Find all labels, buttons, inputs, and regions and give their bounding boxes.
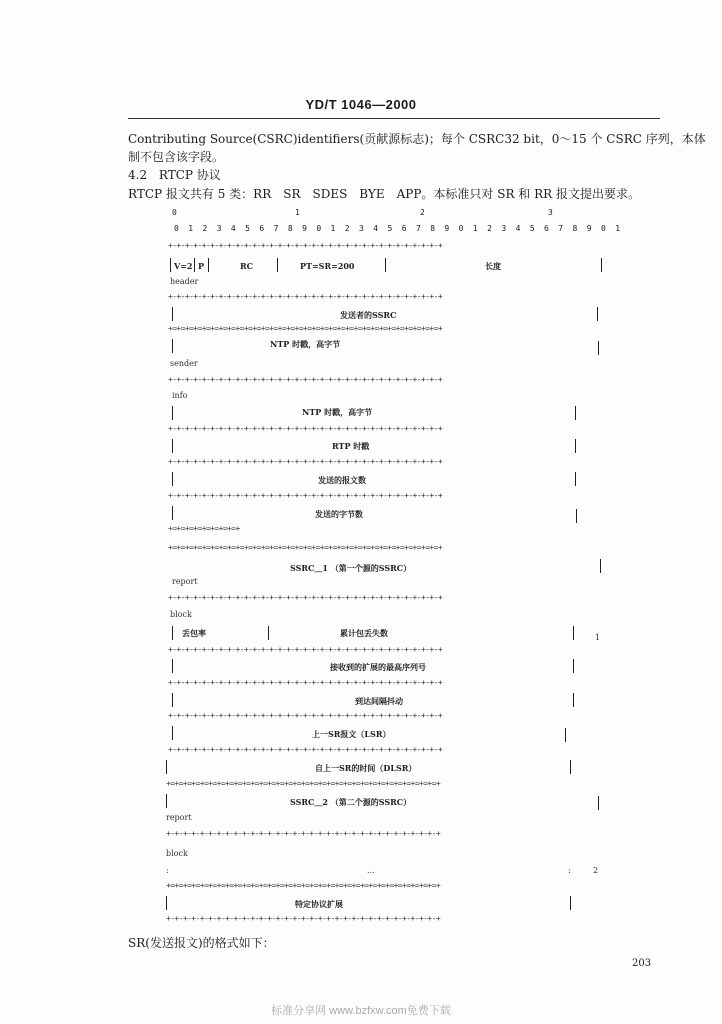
bit-ruler-tens-2: 2 [420,208,426,217]
field-rc: RC [240,261,254,271]
label-report: report [172,577,198,586]
intro-line-2: 制不包含该字段。 [128,150,225,164]
field-border [172,439,173,453]
footer-watermark: 标准分享网 www.bzfxw.com免费下载 [271,1005,451,1017]
separator-row: +-+-+-+-+-+-+-+-+-+-+-+-+-+-+-+-+-+-+-+-+-+-+-+-+-+-+-+-+-+-+-+-+ [168,593,443,602]
intro-line-1: Contributing Source(CSRC)identifiers(贡献源标志)；每个 CSRC32 bit，0～15 个 CSRC 序列，本体 [128,132,706,146]
separator-row: +=+=+=+=+=+=+=+=+=+=+=+=+=+=+=+=+=+=+=+=+=+=+=+=+=+=+=+=+=+=+=+=+ [168,543,443,552]
separator-row: +=+=+=+=+=+=+=+=+=+=+=+=+=+=+=+=+=+=+=+=+=+=+=+=+=+=+=+=+=+=+=+=+ [166,881,441,890]
field-border [208,258,209,272]
page-number: 203 [632,958,652,969]
field-border [573,659,574,673]
field-border [172,726,173,740]
bit-ruler-tens-0: 0 [172,208,178,217]
field-dlsr: 自上一SR的时间（DLSR） [315,763,417,773]
field-lsr: 上一SR报文（LSR） [312,729,391,739]
field-border [172,406,173,420]
field-sender-ssrc: 发送者的SSRC [340,310,397,320]
field-border [277,258,278,272]
field-padding: P [198,261,205,271]
field-cumulative-lost: 累计包丢失数 [340,628,388,638]
bit-ruler-tens-3: 3 [548,208,554,217]
field-border [172,506,173,520]
separator-row: +=+=+=+=+=+=+=+=+=+=+=+=+=+=+=+=+=+=+=+=+=+=+=+=+=+=+=+=+=+=+=+=+ [166,779,441,788]
block-number-1: 1 [595,633,601,642]
field-border [573,626,574,640]
field-border [172,339,173,353]
field-highest-seq: 接收到的扩展的最高序列号 [330,662,426,672]
label-report-2: report [166,813,192,822]
header-rule [128,118,660,119]
bit-ruler-tens-1: 1 [295,208,301,217]
field-border [575,472,576,486]
label-block: block [170,610,192,619]
field-border [575,439,576,453]
separator-row: +-+-+-+-+-+-+-+-+-+-+-+-+-+-+-+-+-+-+-+-+-+-+-+-+-+-+-+-+-+-+-+-+ [168,424,443,433]
field-border [172,472,173,486]
field-profile-ext: 特定协议扩展 [295,899,343,909]
field-ssrc-2: SSRC＿2 （第二个源的SSRC） [290,797,412,807]
field-border [573,693,574,707]
field-border [575,406,576,420]
field-border [601,258,602,272]
separator-row: +-+-+-+-+-+-+-+-+-+-+-+-+-+-+-+-+-+-+-+-+-+-+-+-+-+-+-+-+-+-+-+-+ [168,711,443,720]
separator-row: +-+-+-+-+-+-+-+-+-+-+-+-+-+-+-+-+-+-+-+-+-+-+-+-+-+-+-+-+-+-+-+-+ [168,292,443,301]
field-border [166,794,167,808]
field-version: V=2 [174,261,193,271]
section-number: 4.2 [128,168,148,182]
field-packet-count: 发送的报文数 [318,475,366,485]
field-ntp-high: NTP 时戳，高字节 [270,339,341,349]
field-border [598,796,599,810]
field-fraction-lost: 丢包率 [182,628,206,638]
separator-row: +-+-+-+-+-+-+-+-+-+-+-+-+-+-+-+-+-+-+-+-+-+-+-+-+-+-+-+-+-+-+-+-+ [168,491,443,500]
field-border [600,559,601,573]
field-border [170,258,171,272]
section-title: RTCP 协议 [158,168,221,182]
field-octet-count: 发送的字节数 [315,509,363,519]
separator-row: +-+-+-+-+-+-+-+-+-+-+-+-+-+-+-+-+-+-+-+-+-+-+-+-+-+-+-+-+-+-+-+-+ [168,241,443,250]
separator-row: +-+-+-+-+-+-+-+-+-+-+-+-+-+-+-+-+-+-+-+-+-+-+-+-+-+-+-+-+-+-+-+-+ [168,645,443,654]
field-border [166,760,167,774]
colon-right: : [568,866,571,875]
label-block-2: block [166,849,188,858]
section-heading [128,167,221,183]
label-header: header [170,277,199,286]
field-border [172,693,173,707]
separator-row: +-+-+-+-+-+-+-+-+-+-+-+-+-+-+-+-+-+-+-+-+-+-+-+-+-+-+-+-+-+-+-+-+ [168,745,443,754]
ellipsis: ... [367,866,375,875]
field-border [166,896,167,910]
field-border [570,760,571,774]
section-text: RTCP 报文共有 5 类：RR SR SDES BYE APP。本标准只对 SR 和 RR 报文提出要求。 [128,187,641,201]
field-rtp-timestamp: RTP 时戳 [332,441,370,451]
block-number-2: 2 [593,866,599,875]
standard-number: YD/T 1046—2000 [305,97,417,112]
separator-row: +-+-+-+-+-+-+-+-+-+-+-+-+-+-+-+-+-+-+-+-+-+-+-+-+-+-+-+-+-+-+-+-+ [166,829,441,838]
field-border [268,626,269,640]
separator-row: +-+-+-+-+-+-+-+-+-+-+-+-+-+-+-+-+-+-+-+-+-+-+-+-+-+-+-+-+-+-+-+-+ [166,914,441,923]
separator-row-short: +=+=+=+=+=+=+=+=+ [168,524,240,533]
separator-row: +=+=+=+=+=+=+=+=+=+=+=+=+=+=+=+=+=+=+=+=+=+=+=+=+=+=+=+=+=+=+=+=+ [168,324,443,333]
field-jitter: 到达间隔抖动 [355,696,403,706]
field-length: 长度 [485,261,501,271]
field-border [385,258,386,272]
label-sender: sender [170,359,198,368]
field-border [172,626,173,640]
bit-ruler-units: 0 1 2 3 4 5 6 7 8 9 0 1 2 3 4 5 6 7 8 9 0 1 2 3 4 5 6 7 8 9 0 1 [174,224,623,233]
colon-left: : [166,866,169,875]
field-border [576,509,577,523]
field-border [597,307,598,321]
field-border [565,728,566,742]
field-border [172,307,173,321]
label-info: info [172,391,188,400]
field-border [570,896,571,910]
separator-row: +-+-+-+-+-+-+-+-+-+-+-+-+-+-+-+-+-+-+-+-+-+-+-+-+-+-+-+-+-+-+-+-+ [168,678,443,687]
field-ssrc-1: SSRC＿1 （第一个源的SSRC） [290,563,412,573]
field-pt: PT=SR=200 [300,261,355,271]
field-border [194,258,195,272]
field-border [172,659,173,673]
format-caption: SR(发送报文)的格式如下： [128,936,275,950]
field-border [598,341,599,355]
separator-row: +-+-+-+-+-+-+-+-+-+-+-+-+-+-+-+-+-+-+-+-+-+-+-+-+-+-+-+-+-+-+-+-+ [168,375,443,384]
separator-row: +-+-+-+-+-+-+-+-+-+-+-+-+-+-+-+-+-+-+-+-+-+-+-+-+-+-+-+-+-+-+-+-+ [168,457,443,466]
field-ntp-low: NTP 时戳，高字节 [302,407,373,417]
